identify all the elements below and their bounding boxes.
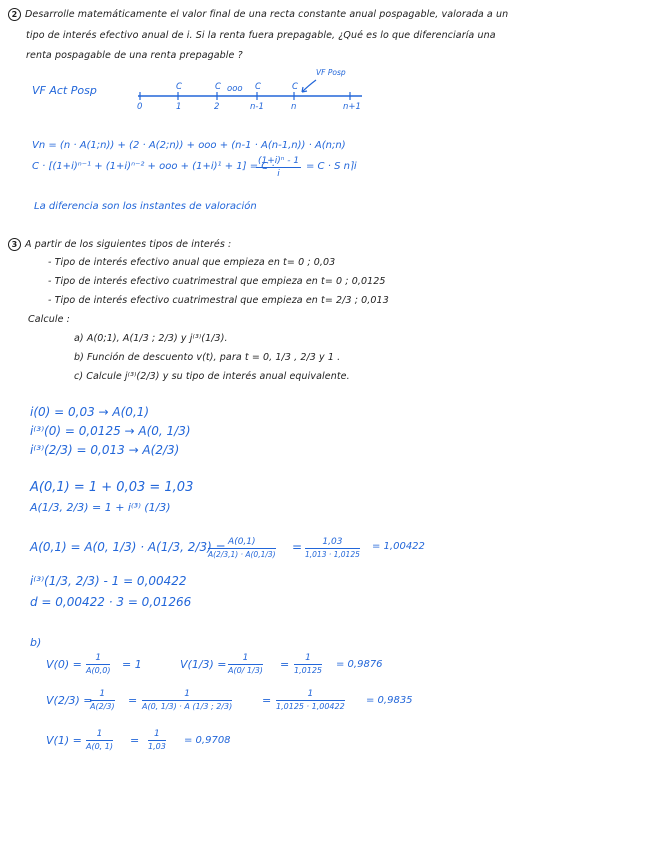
v1-f2-num: 1	[148, 729, 166, 741]
sol-a-result: = 1,00422	[372, 541, 425, 552]
dots-label: ooo	[227, 84, 243, 94]
ex3-intro: A partir de los siguientes tipos de interés :	[25, 239, 232, 250]
tick-label-n-plus-1: n+1	[343, 102, 361, 112]
formula-vn: Vn = (n · A(1;n)) + (2 · A(2;n)) + ooo + (n-1 · A(n-1,n)) · A(n;n)	[32, 140, 346, 151]
v23-eq-2: =	[262, 694, 272, 707]
v0-fraction	[86, 653, 110, 675]
v23-fraction-3	[276, 689, 345, 711]
v13-eq: =	[280, 658, 290, 671]
v23-lhs: V(2/3) =	[46, 694, 93, 707]
vf-posp-label: VF Posp	[316, 68, 346, 77]
ex3-part-c: c) Calcule j⁽³⁾(2/3) y su tipo de interés anual equivalente.	[74, 371, 350, 382]
tick-label-n-1: n-1	[250, 102, 264, 112]
v1-lhs: V(1) =	[46, 734, 82, 747]
v1-f2-den: 1,03	[148, 742, 166, 751]
formula-sum: C · [(1+i)ⁿ⁻¹ + (1+i)ⁿ⁻² + ooo + (1+i)¹ + 1] = C ·	[32, 161, 275, 172]
sol-a-eq: =	[292, 540, 303, 554]
tick-label-2: 2	[214, 102, 220, 112]
sol-a-f2-den: 1,013 · 1,0125	[305, 550, 360, 559]
sol-a-line-4: A(0,1) = 1 + 0,03 = 1,03	[30, 480, 194, 495]
sol-a-fraction-1	[208, 537, 276, 559]
v23-f1-den: A(2/3)	[90, 702, 115, 711]
sol-a-f2-num: 1,03	[305, 537, 360, 549]
ex3-calcule: Calcule :	[28, 314, 70, 325]
ex2-number-circle: 2	[8, 8, 21, 21]
tick-label-1: 1	[176, 102, 182, 112]
v23-f2-num: 1	[142, 689, 232, 701]
v0-result: = 1	[122, 658, 142, 671]
ex2-line-3: renta pospagable de una renta prepagable ?	[26, 50, 243, 61]
sol-a-line-8: d = 0,00422 · 3 = 0,01266	[30, 595, 192, 609]
vf-arrow	[302, 80, 316, 92]
c-label-4: C	[292, 82, 298, 92]
formula-sum-den: i	[277, 169, 280, 179]
v23-f3-num: 1	[276, 689, 345, 701]
v1-eq: =	[130, 734, 140, 747]
c-label-1: C	[176, 82, 182, 92]
v13-f2-num: 1	[294, 653, 322, 665]
v23-fraction-2	[142, 689, 232, 711]
sol-a-line-7: i⁽³⁾(1/3, 2/3) - 1 = 0,00422	[30, 574, 187, 588]
c-label-3: C	[255, 82, 261, 92]
v23-f3-den: 1,0125 · 1,00422	[276, 702, 345, 711]
v13-fraction-2	[294, 653, 322, 675]
v23-eq-1: =	[128, 694, 138, 707]
c-label-2: C	[215, 82, 221, 92]
sol-a-f1-den: A(2/3,1) · A(0,1/3)	[208, 550, 276, 559]
v13-f1-num: 1	[228, 653, 263, 665]
sol-a-line-3: i⁽³⁾(2/3) = 0,013 → A(2/3)	[30, 443, 180, 457]
v23-f2-den: A(0, 1/3) · A (1/3 ; 2/3)	[142, 702, 233, 711]
sol-a-line-1: i(0) = 0,03 → A(0,1)	[30, 405, 150, 419]
v13-result: = 0,9876	[336, 659, 383, 670]
sol-a-line-6: A(0,1) = A(0, 1/3) · A(1/3, 2/3) =	[30, 540, 226, 554]
v0-den: A(0,0)	[86, 666, 111, 675]
ex3-item-2: - Tipo de interés efectivo cuatrimestral que empieza en t= 0 ; 0,0125	[48, 276, 386, 287]
sol-a-fraction-2	[305, 537, 360, 559]
ex2-line-2: tipo de interés efectivo anual de i. Si la renta fuera prepagable, ¿Qué es lo que diferenciaría una	[26, 30, 496, 41]
v1-fraction-2	[148, 729, 166, 751]
sol-a-line-2: i⁽³⁾(0) = 0,0125 → A(0, 1/3)	[30, 424, 191, 438]
v1-f1-den: A(0, 1)	[86, 742, 113, 751]
v0-num: 1	[86, 653, 110, 665]
tick-label-0: 0	[137, 102, 143, 112]
v1-fraction-1	[86, 729, 113, 751]
ex3-number-circle: 3	[8, 238, 21, 251]
v23-f1-num: 1	[90, 689, 115, 701]
v13-fraction-1	[228, 653, 263, 675]
formula-sum-fraction	[256, 156, 301, 179]
ex3-item-3: - Tipo de interés efectivo cuatrimestral que empieza en t= 2/3 ; 0,013	[48, 295, 389, 306]
sol-a-f1-num: A(0,1)	[208, 537, 276, 549]
diagram-title: VF Act Posp	[32, 84, 97, 97]
v0-lhs: V(0) =	[46, 658, 82, 671]
v13-lhs: V(1/3) =	[180, 658, 227, 671]
ex2-text-1: Desarrolle matemáticamente el valor final de una recta constante anual pospagable, valorada a un	[25, 9, 509, 20]
ex3-intro-line	[8, 238, 231, 251]
ex3-part-a: a) A(0;1), A(1/3 ; 2/3) y j⁽³⁾(1/3).	[74, 333, 228, 344]
tick-label-n: n	[291, 102, 297, 112]
formula-sum-suffix: = C · S n⌉i	[306, 161, 357, 172]
v1-f1-num: 1	[86, 729, 113, 741]
v1-result: = 0,9708	[184, 735, 231, 746]
v23-fraction-1	[90, 689, 115, 711]
formula-sum-num: (1+i)ⁿ - 1	[258, 156, 300, 166]
sol-b-label: b)	[30, 636, 42, 649]
sol-a-line-5: A(1/3, 2/3) = 1 + i⁽³⁾ (1/3)	[30, 501, 171, 514]
ex3-item-1: - Tipo de interés efectivo anual que empieza en t= 0 ; 0,03	[48, 257, 336, 268]
v13-f2-den: 1,0125	[294, 666, 322, 675]
v13-f1-den: A(0/ 1/3)	[228, 666, 263, 675]
v23-result: = 0,9835	[366, 695, 413, 706]
ex2-answer: La diferencia son los instantes de valoración	[34, 201, 257, 212]
ex3-part-b: b) Función de descuento v(t), para t = 0, 1/3 , 2/3 y 1 .	[74, 352, 341, 363]
